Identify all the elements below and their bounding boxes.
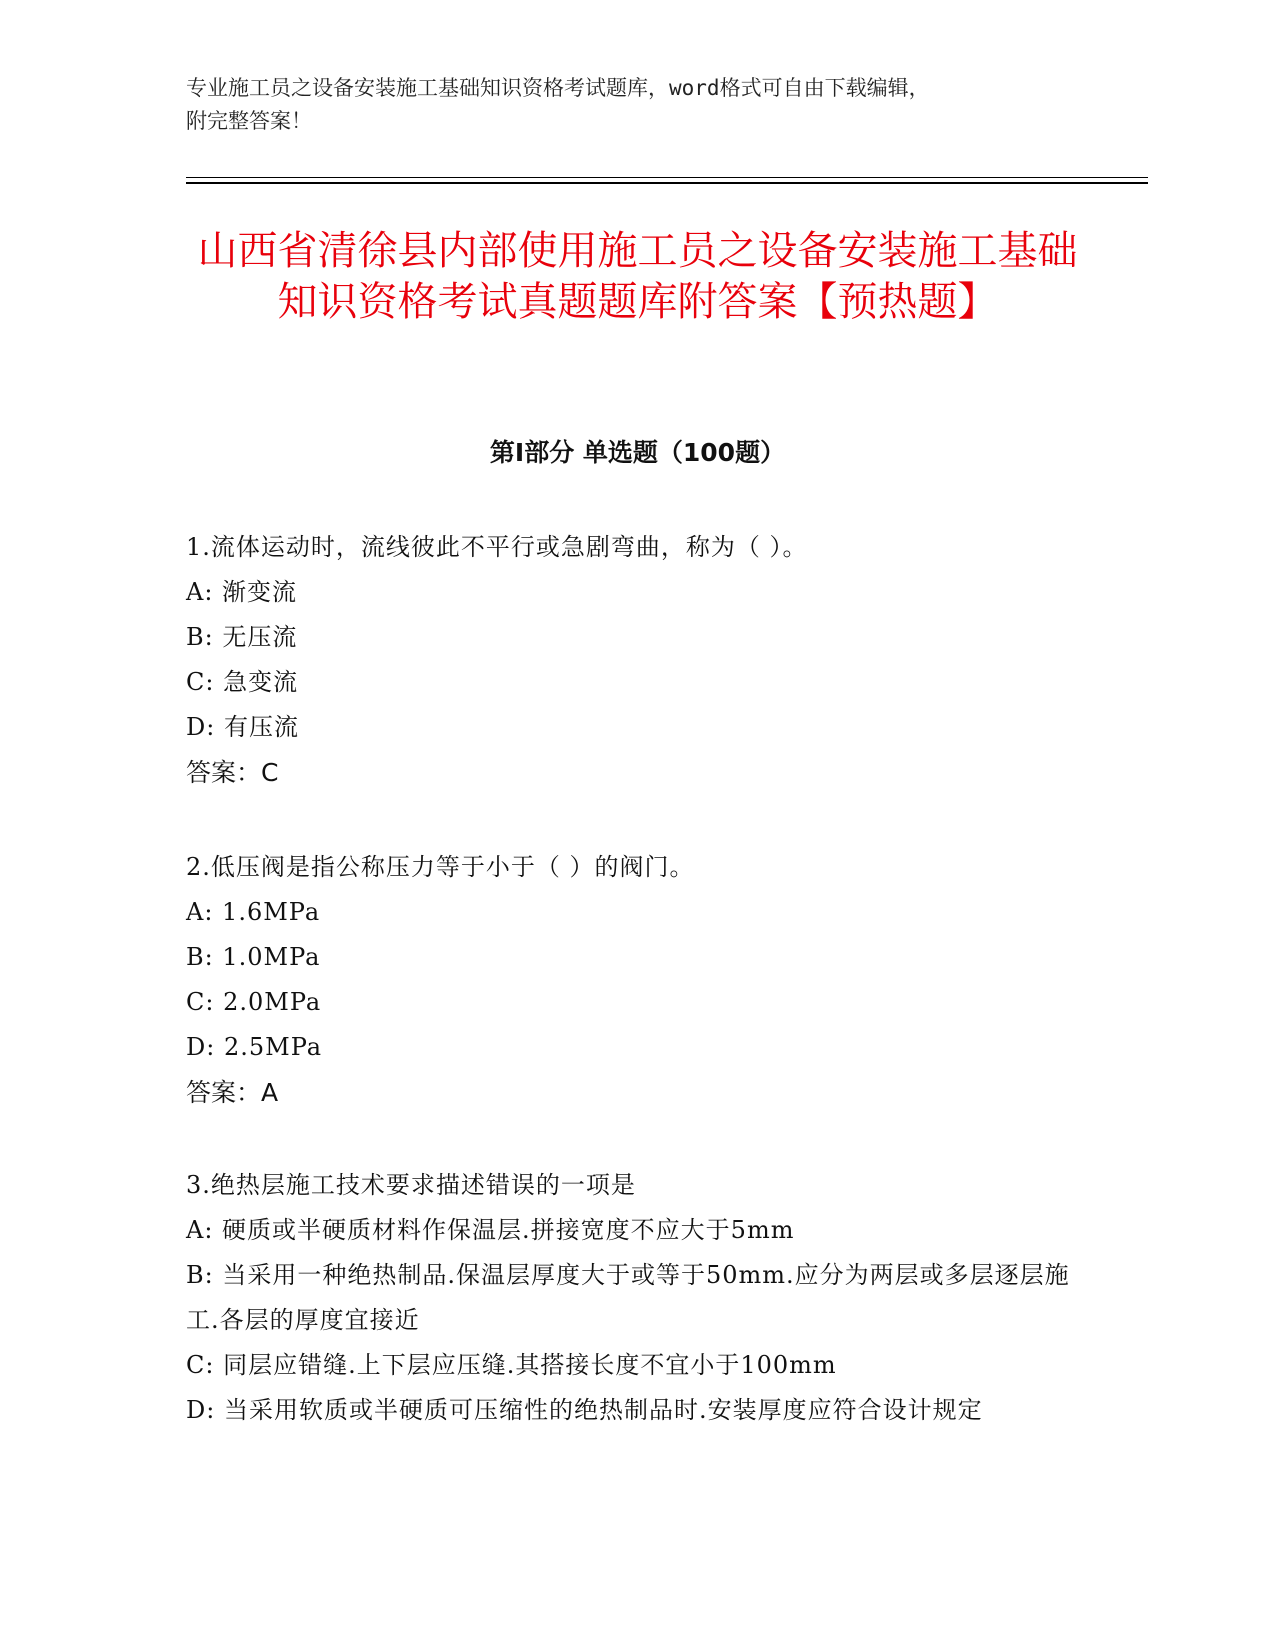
option-c: C: 急变流 [186, 668, 299, 696]
option-b: B: 当采用一种绝热制品.保温层厚度大于或等于50mm.应分为两层或多层逐层施工.各层的厚度宜接近 [186, 1261, 1070, 1334]
answer-line: 答案：C [186, 758, 279, 787]
header-divider-top [186, 177, 1148, 178]
option-c: C: 同层应错缝.上下层应压缝.其搭接长度不宜小于100mm [186, 1351, 837, 1379]
option-a: A: 渐变流 [186, 578, 298, 606]
option-b: B: 无压流 [186, 623, 298, 651]
question-2 [186, 845, 1086, 1115]
option-a: A: 1.6MPa [186, 898, 321, 926]
option-d: D: 有压流 [186, 713, 299, 741]
option-d: D: 当采用软质或半硬质可压缩性的绝热制品时.安装厚度应符合设计规定 [186, 1396, 983, 1424]
question-1 [186, 525, 1086, 795]
header-note-line-1: 专业施工员之设备安装施工基础知识资格考试题库，word格式可自由下载编辑， [186, 76, 930, 100]
header-note [186, 72, 1086, 138]
question-3 [186, 1163, 1086, 1433]
option-b: B: 1.0MPa [186, 943, 321, 971]
header-note-line-2: 附完整答案！ [186, 109, 312, 133]
section-heading: 第Ⅰ部分 单选题（100题） [489, 438, 786, 467]
document-title: 山西省清徐县内部使用施工员之设备安装施工基础知识资格考试真题题库附答案【预热题】 [197, 228, 1078, 325]
question-stem: 3.绝热层施工技术要求描述错误的一项是 [186, 1171, 636, 1199]
question-stem: 1.流体运动时，流线彼此不平行或急剧弯曲，称为（ ）。 [186, 533, 808, 561]
option-d: D: 2.5MPa [186, 1033, 323, 1061]
answer-line: 答案：A [186, 1078, 279, 1107]
option-a: A: 硬质或半硬质材料作保温层.拼接宽度不应大于5mm [186, 1216, 795, 1244]
question-stem: 2.低压阀是指公称压力等于小于（ ）的阀门。 [186, 853, 695, 881]
option-c: C: 2.0MPa [186, 988, 322, 1016]
header-divider-bottom [186, 182, 1148, 184]
